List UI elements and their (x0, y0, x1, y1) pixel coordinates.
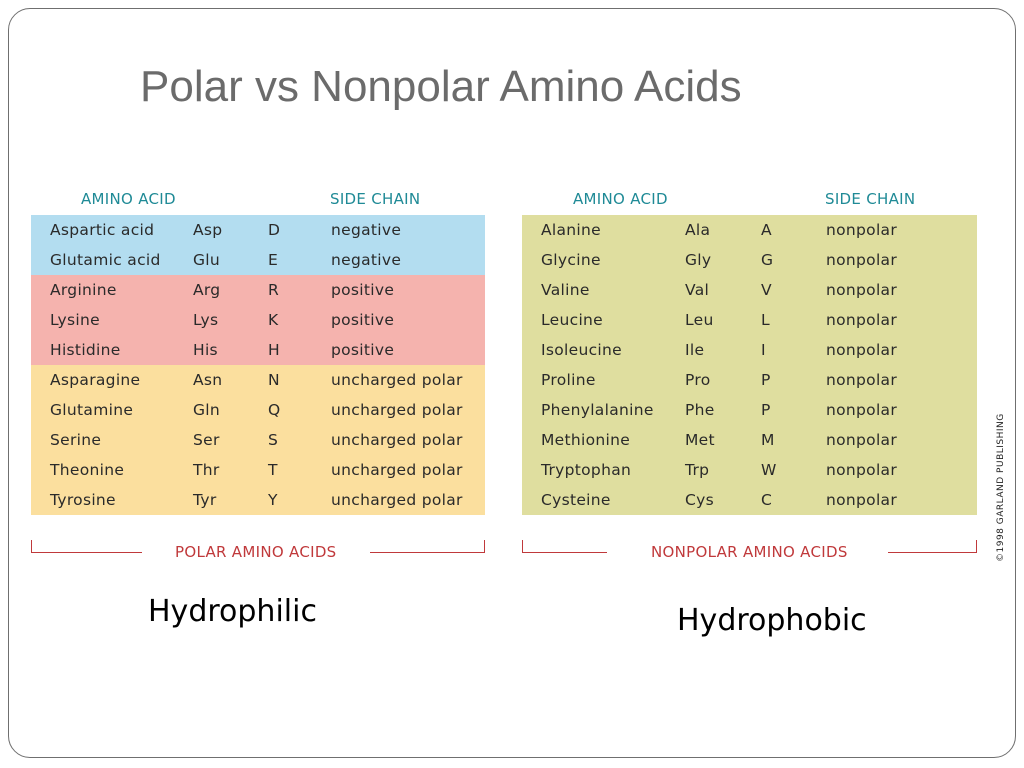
table-row (522, 485, 977, 515)
table-row (522, 395, 977, 425)
copyright-notice: ©1998 GARLAND PUBLISHING (996, 413, 1006, 562)
amino-acid-header: AMINO ACID (81, 190, 176, 208)
amino-acid-name: Lysine (50, 311, 100, 329)
amino-acid-header: AMINO ACID (573, 190, 668, 208)
polar-amino-acid-table (31, 188, 485, 515)
three-letter-code: Pro (685, 371, 711, 389)
amino-acid-name: Tyrosine (50, 491, 116, 509)
side-chain-type: uncharged polar (331, 461, 463, 479)
table-row (31, 395, 485, 425)
one-letter-code: H (268, 341, 280, 359)
one-letter-code: R (268, 281, 280, 299)
polar-bracket-left (31, 540, 142, 553)
table-row (522, 425, 977, 455)
side-chain-type: positive (331, 311, 395, 329)
side-chain-type: nonpolar (826, 401, 898, 419)
side-chain-type: negative (331, 251, 402, 269)
table-row (31, 215, 485, 245)
amino-acid-name: Theonine (50, 461, 125, 479)
three-letter-code: His (193, 341, 218, 359)
hydrophobic-caption: Hydrophobic (677, 603, 867, 638)
three-letter-code: Tyr (193, 491, 217, 509)
one-letter-code: L (761, 311, 770, 329)
one-letter-code: P (761, 401, 771, 419)
side-chain-type: nonpolar (826, 491, 898, 509)
three-letter-code: Met (685, 431, 715, 449)
amino-acid-name: Glutamic acid (50, 251, 161, 269)
one-letter-code: Y (268, 491, 278, 509)
amino-acid-name: Isoleucine (541, 341, 622, 359)
one-letter-code: M (761, 431, 775, 449)
table-row (31, 365, 485, 395)
amino-acid-name: Leucine (541, 311, 604, 329)
one-letter-code: G (761, 251, 774, 269)
polar-rows (31, 215, 485, 515)
three-letter-code: Ile (685, 341, 705, 359)
amino-acid-name: Arginine (50, 281, 117, 299)
nonpolar-bracket-left (522, 540, 607, 553)
amino-acid-name: Valine (541, 281, 590, 299)
nonpolar-rows (522, 215, 977, 515)
polar-table-header (31, 188, 485, 215)
one-letter-code: T (268, 461, 278, 479)
amino-acid-name: Phenylalanine (541, 401, 654, 419)
table-row (31, 335, 485, 365)
three-letter-code: Val (685, 281, 710, 299)
side-chain-type: uncharged polar (331, 371, 463, 389)
side-chain-type: nonpolar (826, 431, 898, 449)
table-row (522, 215, 977, 245)
amino-acid-name: Asparagine (50, 371, 141, 389)
three-letter-code: Phe (685, 401, 715, 419)
side-chain-type: uncharged polar (331, 491, 463, 509)
amino-acid-name: Histidine (50, 341, 121, 359)
polar-bracket-right (370, 540, 485, 553)
slide-title: Polar vs Nonpolar Amino Acids (140, 62, 742, 111)
three-letter-code: Gly (685, 251, 712, 269)
three-letter-code: Gln (193, 401, 221, 419)
three-letter-code: Ala (685, 221, 711, 239)
one-letter-code: K (268, 311, 279, 329)
amino-acid-name: Aspartic acid (50, 221, 155, 239)
three-letter-code: Arg (193, 281, 221, 299)
amino-acid-name: Methionine (541, 431, 631, 449)
one-letter-code: I (761, 341, 766, 359)
table-row (522, 275, 977, 305)
one-letter-code: N (268, 371, 280, 389)
amino-acid-name: Serine (50, 431, 102, 449)
three-letter-code: Leu (685, 311, 714, 329)
side-chain-type: nonpolar (826, 251, 898, 269)
side-chain-type: positive (331, 281, 395, 299)
nonpolar-group-label: NONPOLAR AMINO ACIDS (651, 543, 848, 561)
three-letter-code: Thr (193, 461, 220, 479)
side-chain-type: nonpolar (826, 371, 898, 389)
amino-acid-name: Glutamine (50, 401, 134, 419)
side-chain-type: uncharged polar (331, 431, 463, 449)
three-letter-code: Ser (193, 431, 220, 449)
table-row (31, 455, 485, 485)
one-letter-code: E (268, 251, 279, 269)
side-chain-type: nonpolar (826, 221, 898, 239)
nonpolar-table-header (522, 188, 977, 215)
one-letter-code: W (761, 461, 777, 479)
one-letter-code: C (761, 491, 773, 509)
side-chain-header: SIDE CHAIN (330, 190, 421, 208)
side-chain-type: nonpolar (826, 341, 898, 359)
side-chain-header: SIDE CHAIN (825, 190, 916, 208)
three-letter-code: Lys (193, 311, 219, 329)
one-letter-code: D (268, 221, 281, 239)
three-letter-code: Asp (193, 221, 223, 239)
table-row (31, 485, 485, 515)
amino-acid-name: Alanine (541, 221, 601, 239)
nonpolar-bracket-right (888, 540, 977, 553)
table-row (31, 305, 485, 335)
amino-acid-name: Tryptophan (541, 461, 632, 479)
table-row (31, 275, 485, 305)
hydrophilic-caption: Hydrophilic (148, 594, 317, 629)
one-letter-code: Q (268, 401, 281, 419)
side-chain-type: nonpolar (826, 281, 898, 299)
polar-group-label: POLAR AMINO ACIDS (175, 543, 337, 561)
table-row (522, 335, 977, 365)
table-row (522, 455, 977, 485)
table-row (522, 305, 977, 335)
one-letter-code: A (761, 221, 772, 239)
side-chain-type: uncharged polar (331, 401, 463, 419)
amino-acid-name: Proline (541, 371, 596, 389)
table-row (522, 245, 977, 275)
nonpolar-amino-acid-table (522, 188, 977, 515)
three-letter-code: Glu (193, 251, 221, 269)
three-letter-code: Asn (193, 371, 223, 389)
three-letter-code: Trp (685, 461, 710, 479)
amino-acid-name: Glycine (541, 251, 601, 269)
side-chain-type: nonpolar (826, 311, 898, 329)
one-letter-code: V (761, 281, 772, 299)
amino-acid-name: Cysteine (541, 491, 611, 509)
side-chain-type: positive (331, 341, 395, 359)
three-letter-code: Cys (685, 491, 714, 509)
one-letter-code: P (761, 371, 771, 389)
one-letter-code: S (268, 431, 279, 449)
table-row (522, 365, 977, 395)
table-row (31, 245, 485, 275)
side-chain-type: negative (331, 221, 402, 239)
side-chain-type: nonpolar (826, 461, 898, 479)
table-row (31, 425, 485, 455)
